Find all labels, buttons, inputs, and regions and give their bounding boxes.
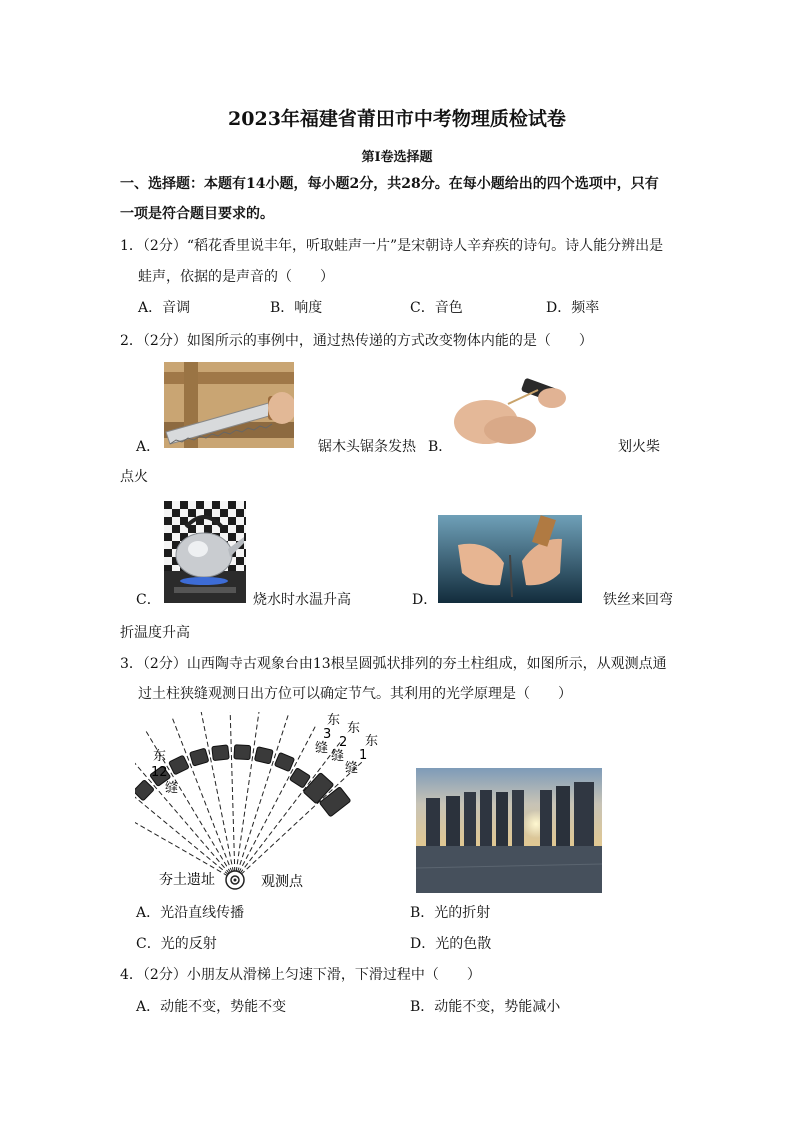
q1-stem-line2: 蛙声，依据的是声音的（ ） [138, 269, 334, 285]
rammed-earth-pillar [212, 745, 229, 761]
rammed-earth-pillar [254, 747, 273, 764]
label-east-3-num: 3 [323, 727, 332, 742]
q2-option-c-letter: C． [136, 592, 161, 608]
label-east-1-gap: 缝 [345, 761, 359, 776]
q2-option-d-caption: 铁丝来回弯 [603, 592, 673, 608]
label-east-12-gap: 缝 [165, 781, 179, 796]
q2-option-a-caption: 锯木头锯条发热 [318, 439, 416, 455]
volume-title: 第Ⅰ卷选择题 [361, 150, 433, 165]
section-header-line1: 一、选择题：本题有14小题，每小题2分，共28分。在每小题给出的四个选项中，只有 [120, 176, 659, 192]
q1-option-b: B．响度 [270, 300, 323, 316]
q2-option-b-caption: 划火柴 [618, 439, 660, 455]
q1-option-d: D．频率 [546, 300, 600, 316]
sight-line [172, 717, 235, 880]
q2-option-d-letter: D． [412, 592, 438, 608]
observatory-diagram [135, 712, 395, 896]
section-header-line2: 一项是符合题目要求的。 [120, 206, 274, 222]
q2-stem: 2．（2分）如图所示的事例中，通过热传递的方式改变物体内能的是（ ） [120, 333, 593, 349]
saw-image [164, 362, 294, 448]
sight-line [235, 712, 260, 880]
match-image [452, 374, 578, 450]
label-east-12-num: 12 [151, 765, 168, 780]
label-east-1-num: 1 [359, 748, 368, 763]
q2-option-d-caption-cont: 折温度升高 [120, 625, 190, 641]
q1-stem-line1: 1．（2分）“稻花香里说丰年，听取蛙声一片”是宋朝诗人辛弃疾的诗句。诗人能分辨出是 [120, 238, 664, 254]
rammed-earth-pillar [190, 748, 209, 766]
rammed-earth-pillar [169, 755, 190, 775]
q3-stem-line1: 3．（2分）山西陶寺古观象台由13根呈圆弧状排列的夯土柱组成，如图所示，从观测点通 [120, 656, 667, 672]
q4-stem: 4．（2分）小朋友从滑梯上匀速下滑，下滑过程中（ ） [120, 967, 481, 983]
rammed-earth-pillar [234, 745, 251, 760]
label-east-3-gap: 缝 [315, 741, 329, 756]
sight-line [230, 712, 235, 880]
label-east-2-num: 2 [339, 735, 348, 750]
q3-option-d: D．光的色散 [410, 936, 492, 952]
q2-option-a-letter: A． [136, 439, 161, 455]
q4-option-a: A．动能不变，势能不变 [136, 999, 287, 1015]
q1-option-c: C．音色 [410, 300, 463, 316]
label-east-1-east: 东 [365, 734, 379, 749]
q3-stem-line2: 过土柱狭缝观测日出方位可以确定节气。其利用的光学原理是（ ） [138, 686, 572, 702]
q2-option-b-letter: B． [428, 439, 453, 455]
label-east-2-east: 东 [347, 721, 361, 736]
label-site: 夯土遗址 [159, 872, 215, 888]
exam-title: 2023年福建省莆田市中考物理质检试卷 [228, 108, 566, 130]
sight-line [201, 712, 236, 880]
q2-option-b-caption-cont: 点火 [120, 469, 148, 485]
q2-option-c-caption: 烧水时水温升高 [253, 592, 351, 608]
q3-option-a: A．光沿直线传播 [136, 905, 245, 921]
label-east-12-east: 东 [153, 749, 167, 764]
q4-option-b: B．动能不变，势能减小 [410, 999, 561, 1015]
observatory-photo [416, 768, 602, 893]
q1-option-a: A．音调 [138, 300, 191, 316]
label-observation-point: 观测点 [261, 874, 303, 890]
q3-option-c: C．光的反射 [136, 936, 217, 952]
rammed-earth-pillar [274, 752, 294, 771]
wire-image [438, 515, 582, 603]
label-east-2-gap: 缝 [331, 749, 345, 764]
q3-option-b: B．光的折射 [410, 905, 491, 921]
kettle-image [164, 501, 246, 603]
label-east-3-east: 东 [327, 713, 341, 728]
